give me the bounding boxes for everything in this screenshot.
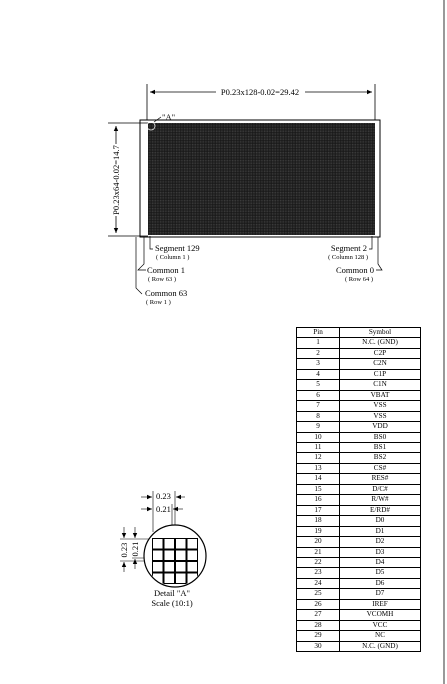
pin-number: 13: [297, 463, 340, 473]
pin-number: 27: [297, 610, 340, 620]
pin-symbol: BS0: [340, 432, 421, 442]
common-1-label: Common 1: [147, 265, 186, 275]
table-row: [297, 557, 421, 567]
pin-number: 19: [297, 526, 340, 536]
segment-right-column: ( Column 128 ): [328, 254, 368, 261]
pin-number: 4: [297, 369, 340, 379]
pin-symbol: C1P: [340, 369, 421, 379]
pin-symbol: VCC: [340, 620, 421, 630]
pin-number: 16: [297, 495, 340, 505]
detail-pitch-h: 0.23: [156, 491, 171, 501]
pin-symbol: D7: [340, 589, 421, 599]
pin-number: 29: [297, 631, 340, 641]
common-0-row: ( Row 64 ): [345, 276, 373, 283]
width-dimension-label: P0.23x128-0.02=29.42: [220, 87, 300, 97]
pin-number: 11: [297, 442, 340, 452]
table-row: [297, 610, 421, 620]
table-row: [297, 432, 421, 442]
pin-number: 15: [297, 484, 340, 494]
pin-symbol: D0: [340, 516, 421, 526]
pin-symbol: R/W#: [340, 495, 421, 505]
pin-symbol: IREF: [340, 599, 421, 609]
pin-symbol: NC: [340, 631, 421, 641]
pin-symbol: D5: [340, 568, 421, 578]
pin-number: 20: [297, 537, 340, 547]
pin-number: 25: [297, 589, 340, 599]
pin-number: 7: [297, 401, 340, 411]
pin-symbol: VCOMH: [340, 610, 421, 620]
table-row: [297, 641, 421, 651]
pin-column-header: Pin: [297, 328, 340, 338]
pin-symbol: D4: [340, 557, 421, 567]
table-row: [297, 348, 421, 358]
table-row: [297, 599, 421, 609]
symbol-column-header: Symbol: [340, 328, 421, 338]
segment-right-leader: [369, 236, 372, 249]
common-63-leader: [136, 237, 142, 294]
pin-symbol: D2: [340, 537, 421, 547]
pin-symbol: D1: [340, 526, 421, 536]
pin-number: 28: [297, 620, 340, 630]
table-row: [297, 620, 421, 630]
pin-symbol: D/C#: [340, 484, 421, 494]
table-row: [297, 578, 421, 588]
pin-number: 6: [297, 390, 340, 400]
dot-matrix-area: [148, 123, 375, 235]
pin-symbol: VSS: [340, 401, 421, 411]
table-row: [297, 568, 421, 578]
pin-number: 24: [297, 578, 340, 588]
table-row: [297, 422, 421, 432]
pin-number: 14: [297, 474, 340, 484]
pin-symbol: VDD: [340, 422, 421, 432]
table-row: [297, 359, 421, 369]
pin-symbol: C2N: [340, 359, 421, 369]
common-1-leader: [138, 237, 146, 270]
pin-number: 23: [297, 568, 340, 578]
height-dimension-label: P0.23x64-0.02=14.7: [111, 145, 121, 215]
table-row: [297, 442, 421, 452]
pin-number: 5: [297, 380, 340, 390]
detail-a-view: [119, 491, 206, 608]
table-row: [297, 484, 421, 494]
pin-symbol: BS2: [340, 453, 421, 463]
pin-symbol: D3: [340, 547, 421, 557]
pin-number: 21: [297, 547, 340, 557]
pin-number: 10: [297, 432, 340, 442]
pin-symbol: C2P: [340, 348, 421, 358]
segment-left-leader: [150, 236, 153, 249]
table-row: [297, 411, 421, 421]
table-row: [297, 474, 421, 484]
pin-symbol: C1N: [340, 380, 421, 390]
table-row: [297, 589, 421, 599]
table-row: [297, 547, 421, 557]
detail-dot-h: 0.21: [156, 504, 171, 514]
pin-number: 1: [297, 338, 340, 348]
pin-number: 3: [297, 359, 340, 369]
pin-symbol: D6: [340, 578, 421, 588]
width-dimension: [147, 84, 375, 120]
pin-number: 9: [297, 422, 340, 432]
pin-number: 22: [297, 557, 340, 567]
common-63-label: Common 63: [145, 288, 188, 298]
pin-number: 17: [297, 505, 340, 515]
table-row: [297, 495, 421, 505]
height-dimension: [108, 123, 148, 236]
pin-number: 12: [297, 453, 340, 463]
pin-symbol: VSS: [340, 411, 421, 421]
detail-scale: Scale (10:1): [151, 598, 193, 608]
segment-left-column: ( Column 1 ): [156, 254, 190, 261]
table-row: [297, 390, 421, 400]
pin-symbol: CS#: [340, 463, 421, 473]
pin-symbol: E/RD#: [340, 505, 421, 515]
table-row: [297, 338, 421, 348]
pin-number: 2: [297, 348, 340, 358]
pin-symbol: BS1: [340, 442, 421, 452]
common-0-label: Common 0: [335, 265, 374, 275]
table-row: [297, 631, 421, 641]
pin-symbol: VBAT: [340, 390, 421, 400]
table-row: [297, 505, 421, 515]
pin-table-body: [297, 338, 421, 652]
pin-symbol: N.C. (GND): [340, 338, 421, 348]
table-row: [297, 526, 421, 536]
table-row: [297, 453, 421, 463]
common-1-row: ( Row 63 ): [148, 276, 176, 283]
detail-dot-v: 0.21: [130, 541, 140, 557]
common-63-row: ( Row 1 ): [146, 299, 171, 306]
table-row: [297, 463, 421, 473]
table-row: [297, 369, 421, 379]
pin-table: [296, 327, 421, 652]
pin-number: 18: [297, 516, 340, 526]
common-0-leader: [376, 237, 382, 270]
pin-number: 26: [297, 599, 340, 609]
table-row: [297, 380, 421, 390]
pin-number: 8: [297, 411, 340, 421]
table-row: [297, 516, 421, 526]
pin-symbol: RES#: [340, 474, 421, 484]
segment-left-label: Segment 129: [155, 243, 200, 253]
detail-title: Detail "A": [154, 588, 190, 598]
detail-pitch-v: 0.23: [119, 542, 129, 558]
table-row: [297, 401, 421, 411]
segment-right-label: Segment 2: [330, 243, 367, 253]
pin-table-header-row: [297, 328, 421, 338]
pin-number: 30: [297, 641, 340, 651]
detail-a-ref: "A": [162, 112, 176, 122]
table-row: [297, 537, 421, 547]
pin-symbol: N.C. (GND): [340, 641, 421, 651]
